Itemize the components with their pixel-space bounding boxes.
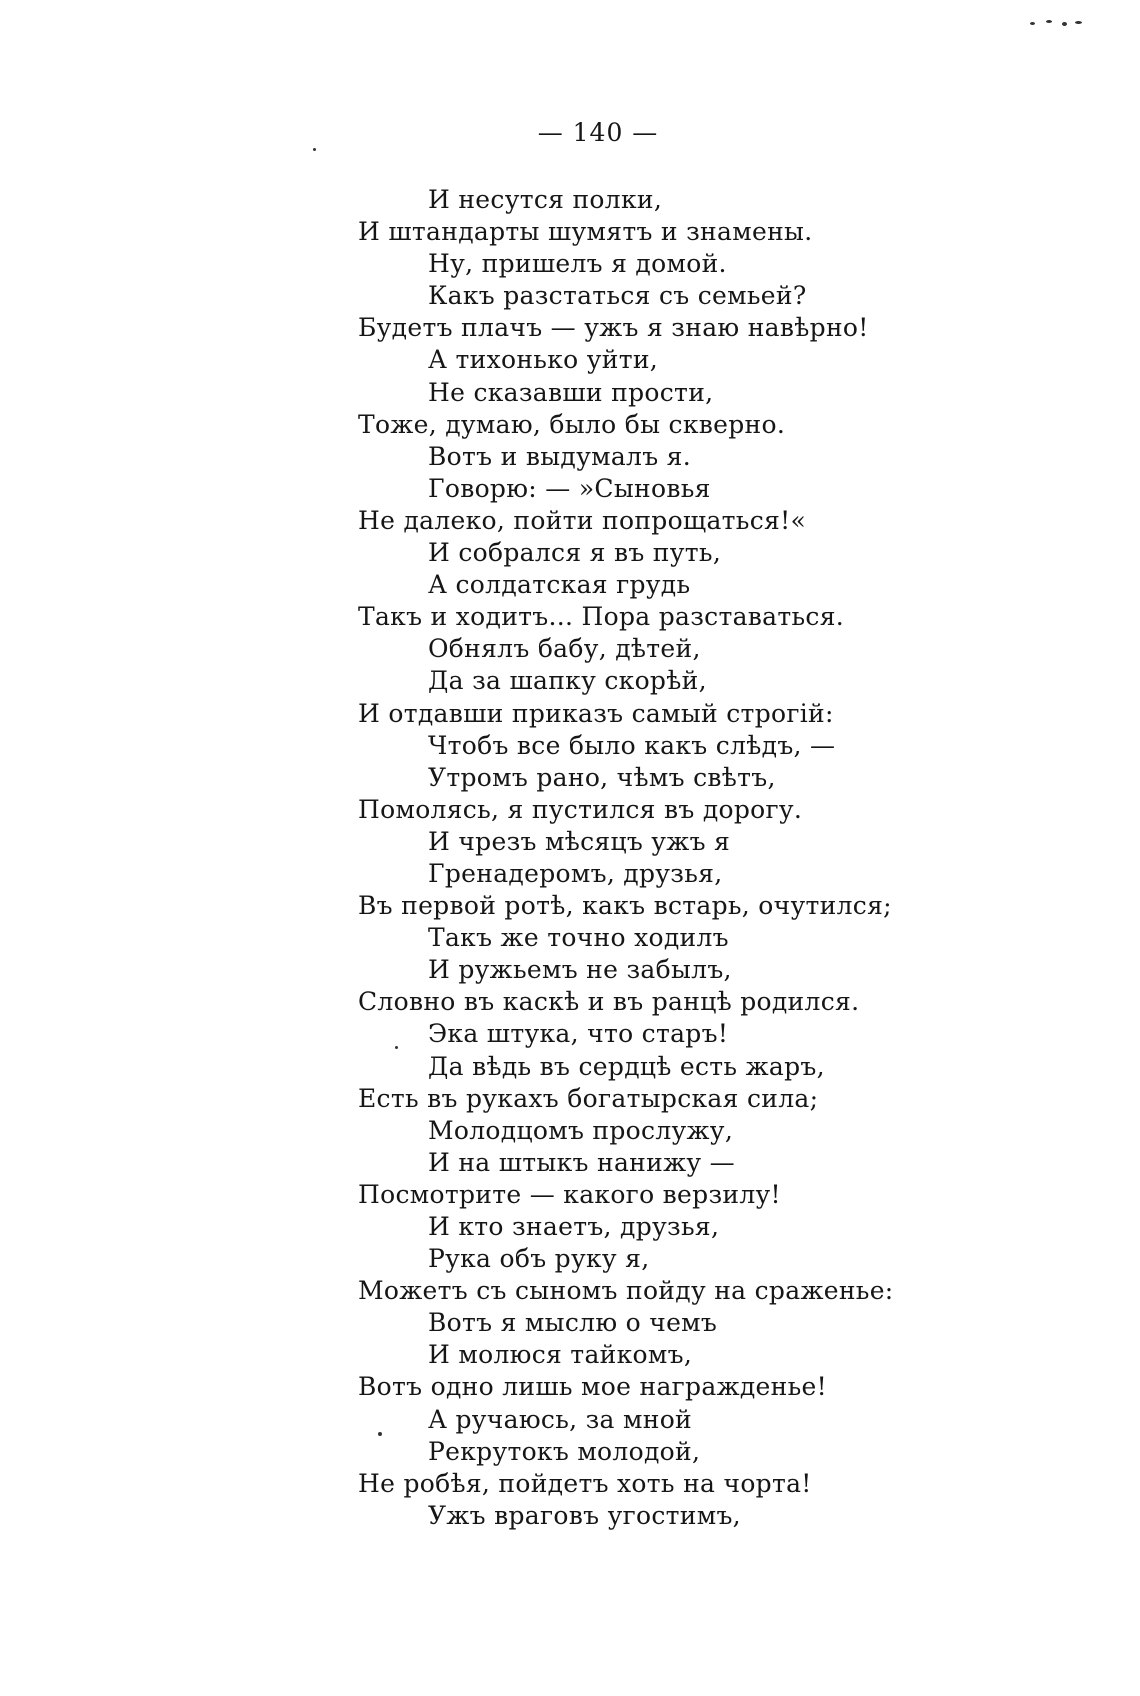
poem-line: Вотъ одно лишь мое награжденье! <box>358 1372 827 1402</box>
poem-line: Обнялъ бабу, дѣтей, <box>428 634 701 664</box>
poem-line: Ужъ враговъ угостимъ, <box>428 1500 741 1530</box>
poem-line: И чрезъ мѣсяцъ ужъ я <box>428 826 731 856</box>
poem-line: Тоже, думаю, было бы скверно. <box>358 409 786 439</box>
poem-line: Будетъ плачъ — ужъ я знаю навѣрно! <box>358 313 869 343</box>
poem-line: Да за шапку скорѣй, <box>428 666 707 696</box>
poem-line: И ружьемъ не забылъ, <box>428 955 732 985</box>
poem-line: Не робѣя, пойдетъ хоть на чорта! <box>358 1468 812 1498</box>
poem-line: Ну, пришелъ я домой. <box>428 249 727 279</box>
scan-speck <box>1062 22 1067 26</box>
poem-line: Посмотрите — какого верзилу! <box>358 1179 781 1209</box>
poem-line: Рекрутокъ молодой, <box>428 1436 701 1466</box>
scan-speck <box>378 1432 382 1436</box>
poem-line: Есть въ рукахъ богатырская сила; <box>358 1083 819 1113</box>
scan-speck <box>1030 22 1035 25</box>
poem-line: И штандарты шумятъ и знамены. <box>358 217 813 247</box>
poem-line: Вотъ я мыслю о чемъ <box>428 1308 718 1338</box>
poem-line: А солдатская грудь <box>428 570 691 600</box>
poem-line: И собрался я въ путь, <box>428 538 722 568</box>
poem-line: И на штыкъ нанижу — <box>428 1147 735 1177</box>
poem-line: А ручаюсь, за мной <box>428 1404 693 1434</box>
poem-line: Не сказавши прости, <box>428 377 714 407</box>
poem-line: Такъ же точно ходилъ <box>428 923 729 953</box>
poem-line: А тихонько уйти, <box>428 345 659 375</box>
poem-line: Говорю: — »Сыновья <box>428 473 711 503</box>
poem-line: И несутся полки, <box>428 185 663 214</box>
poem-line: Гренадеромъ, друзья, <box>428 858 723 888</box>
scan-speck <box>1046 20 1052 23</box>
poem-line: Въ первой ротѣ, какъ встарь, очутился; <box>358 891 892 921</box>
poem-line: Помолясь, я пустился въ дорогу. <box>358 794 803 824</box>
poem-line: И молюся тайкомъ, <box>428 1340 693 1370</box>
poem-line: Не далеко, пойти попрощаться!« <box>358 505 807 535</box>
poem-line: Утромъ рано, чѣмъ свѣтъ, <box>428 762 776 792</box>
poem-line: Чтобъ все было какъ слѣдъ, — <box>428 730 836 760</box>
poem-line: И отдавши приказъ самый строгій: <box>358 698 834 728</box>
scan-speck <box>1075 21 1082 24</box>
poem-line: И кто знаетъ, друзья, <box>428 1212 720 1241</box>
poem-line: Можетъ съ сыномъ пойду на сраженье: <box>358 1276 894 1306</box>
page-number: — 140 — <box>537 118 659 147</box>
poem-text <box>0 184 1140 1532</box>
poem-line: Такъ и ходитъ... Пора разставаться. <box>358 602 845 632</box>
poem-line: Молодцомъ прослужу, <box>428 1115 734 1145</box>
poem-line: Эка штука, что старъ! <box>428 1019 729 1049</box>
scan-speck <box>313 148 316 151</box>
poem-line: Вотъ и выдумалъ я. <box>428 441 691 471</box>
scan-speck <box>395 1046 398 1049</box>
poem-line: Какъ разстаться съ семьей? <box>428 281 807 311</box>
poem-line: Да вѣдь въ сердцѣ есть жаръ, <box>428 1051 825 1081</box>
poem-line: Словно въ каскѣ и въ ранцѣ родился. <box>358 987 860 1017</box>
poem-line: Рука объ руку я, <box>428 1244 650 1274</box>
